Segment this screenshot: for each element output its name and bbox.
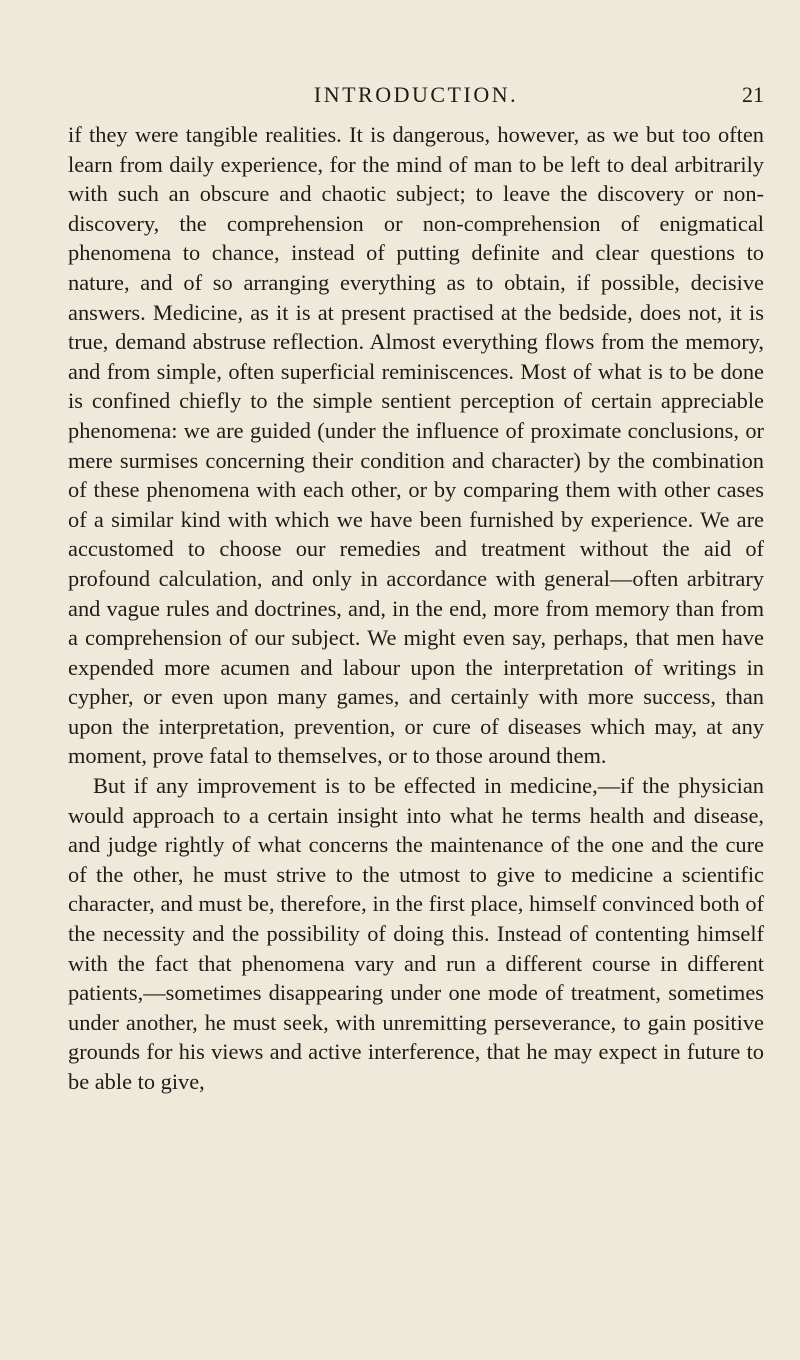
page-number: 21 bbox=[742, 82, 764, 107]
running-head bbox=[68, 74, 764, 114]
paragraph-continued: if they were tangible realities. It is dangerous, however, as we but too often learn from daily experience, for the mind of man to be left to deal arbitrarily with such an obscure and chaotic subject; to leave the discovery or non-discovery, the comprehension or non-comprehension of enigmatical phenomena to chance, instead of putting definite and clear questions to nature, and of so arranging everything as to obtain, if possible, decisive answers. Medicine, as it is at present practised at the bedside, does not, it is true, demand abstruse reflection. Almost everything flows from the memory, and from simple, often superficial reminiscences. Most of what is to be done is confined chiefly to the simple sentient perception of certain appreciable phenomena: we are guided (under the influence of proximate conclusions, or mere surmises concerning their condition and character) by the combination of these phenomena with each other, or by comparing them with other cases of a similar kind with which we have been furnished by experience. We are accustomed to choose our remedies and treatment without the aid of profound calculation, and only in accordance with general—often arbitrary and vague rules and doctrines, and, in the end, more from memory than from a comprehension of our subject. We might even say, perhaps, that men have expended more acumen and labour upon the interpretation of writings in cypher, or even upon many games, and certainly with more success, than upon the interpretation, prevention, or cure of diseases which may, at any moment, prove fatal to themselves, or to those around them. bbox=[68, 122, 764, 769]
body-text bbox=[68, 120, 764, 1097]
running-title: INTRODUCTION. bbox=[313, 82, 519, 107]
paragraph: But if any improvement is to be effected in medicine,—if the physician would approach to a certain insight into what he terms health and disease, and judge rightly of what concerns the maintenance of the one and the cure of the other, he must strive to the utmost to give to medicine a scientific character, and must be, therefore, in the first place, himself convinced both of the necessity and the possibility of doing this. Instead of contenting himself with the fact that phenomena vary and run a different course in different patients,—sometimes disappearing under one mode of treatment, sometimes under another, he must seek, with unremitting perseverance, to gain positive grounds for his views and active interference, that he may expect in future to be able to give, bbox=[68, 773, 764, 1094]
